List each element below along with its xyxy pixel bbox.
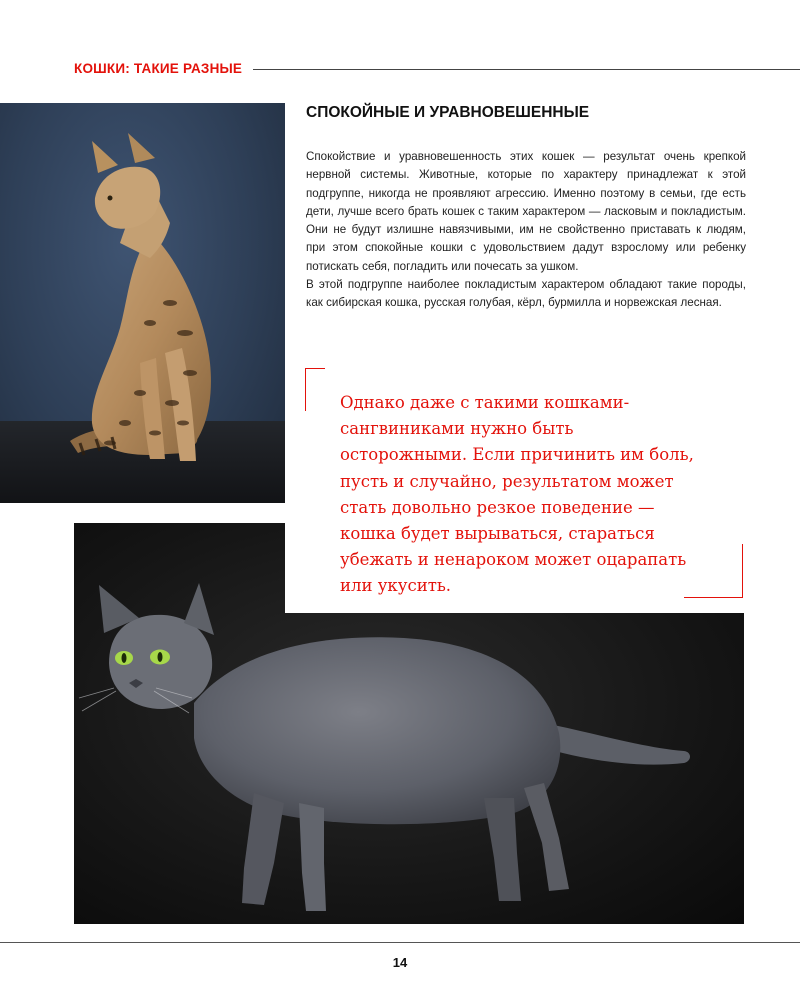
quote-bracket-top-left [305, 368, 325, 411]
pull-quote-line: убежать и ненароком может оцарапать [340, 550, 687, 570]
section-heading: СПОКОЙНЫЕ И УРАВНОВЕШЕННЫЕ [306, 104, 590, 121]
pull-quote [340, 390, 740, 600]
pull-quote-line: или укусить. [340, 576, 452, 596]
running-header-title: КОШКИ: ТАКИЕ РАЗНЫЕ [74, 61, 243, 76]
header-divider [253, 69, 800, 70]
pull-quote-line: кошка будет вырываться, стараться [340, 524, 655, 544]
body-paragraph: Спокойствие и уравновешенность этих кошек — результат очень крепкой нервной системы. Животные, которые по характеру принадлежат к этой подгруппе, никогда не проявляют агрессию. Именно поэтому в семьи, где есть дети, лучше всего брать кошек с таким характером — ласковым и покладистым. Они не будут излишне навязчивыми, им не свойственно приставать к людям, при этом спокойные кошки с удовольствием дадут взрослому или ребенку потискать себя, погладить или почесать за ушком. [306, 150, 746, 273]
pull-quote-line: сангвиниками нужно быть [340, 419, 574, 439]
pull-quote-line: пусть и случайно, результатом может [340, 471, 674, 491]
article-body [306, 148, 746, 313]
body-paragraph: В этой подгруппе наиболее покладистым характером обладают такие породы, как сибирская кошка, русская голубая, кёрл, бурмилла и норвежская лесная. [306, 278, 746, 310]
pull-quote-line: Однако даже с такими кошками- [340, 393, 630, 412]
photo-oriental-cat [0, 103, 285, 503]
pull-quote-line: стать довольно резкое поведение — [340, 497, 655, 517]
pull-quote-line: осторожными. Если причинить им боль, [340, 445, 694, 465]
footer-divider [0, 942, 800, 943]
page-number: 14 [392, 955, 408, 970]
